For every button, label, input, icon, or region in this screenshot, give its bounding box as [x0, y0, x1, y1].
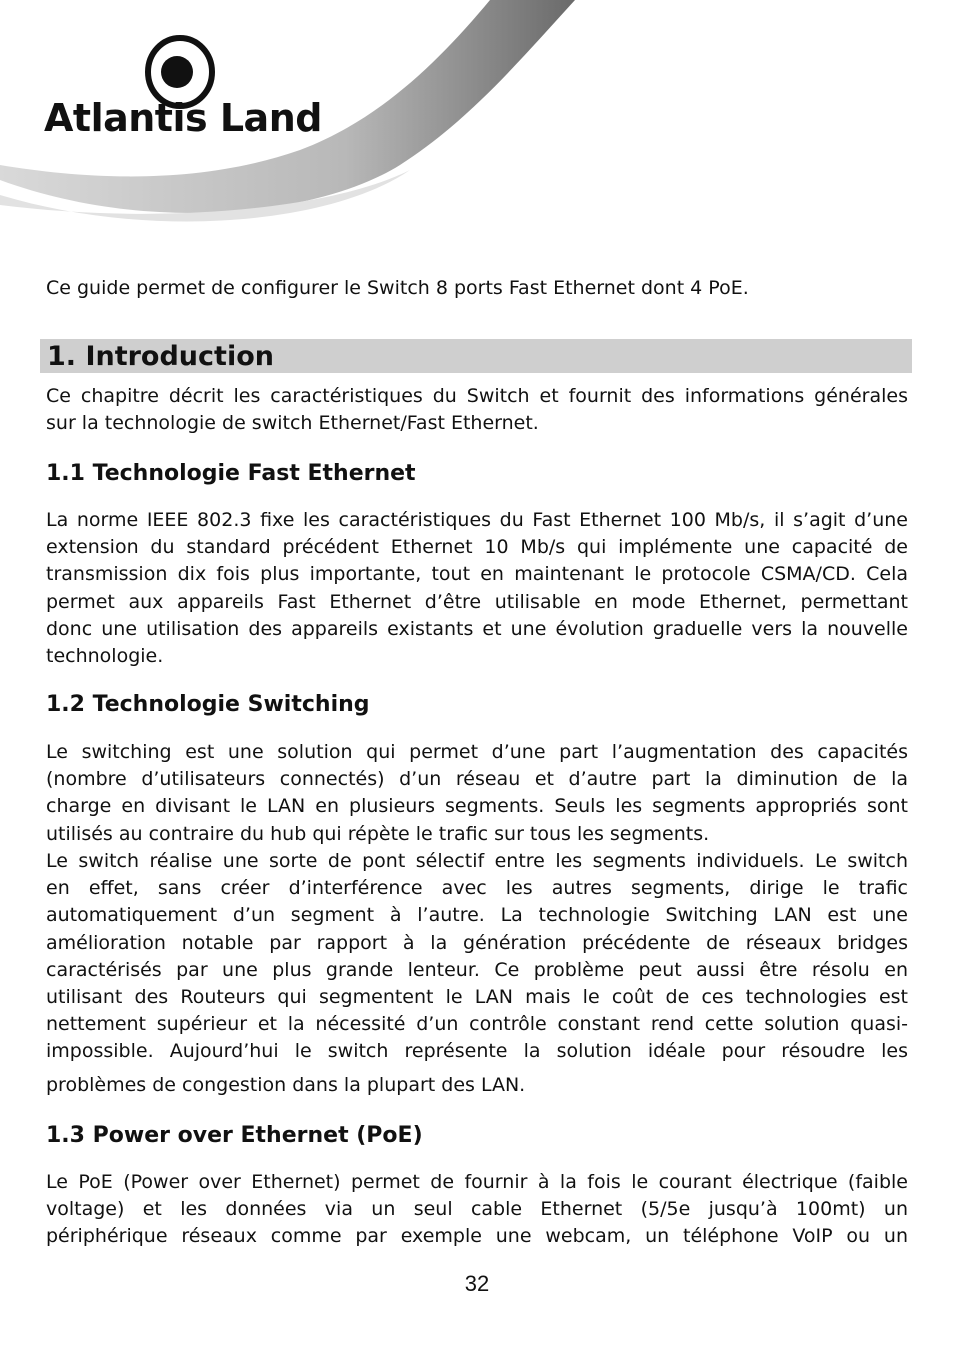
- text-line: donc une utilisation des appareils existants et une évolution graduelle vers la nouvelle: [46, 617, 908, 640]
- text-line: périphérique réseaux comme par exemple une webcam, un téléphone VoIP ou un: [46, 1225, 908, 1248]
- section-1-2-title: 1.2 Technologie Switching: [46, 692, 370, 717]
- text-line: permet aux appareils Fast Ethernet d’être utilisable en mode Ethernet, permettant: [46, 590, 908, 613]
- text-line: en effet, sans créer d’interférence avec les autres segments, dirige le trafic: [46, 877, 908, 900]
- text-line: problèmes de congestion dans la plupart des LAN.: [46, 1073, 526, 1096]
- text-line: Ce chapitre décrit les caractéristiques du Switch et fournit des informations générales: [46, 385, 908, 407]
- section-1-2-paragraph-1: [46, 739, 908, 848]
- section-1-title: 1. Introduction: [47, 341, 274, 372]
- text-line: Le switching est une solution qui permet d’une part l’augmentation des capacités: [46, 741, 908, 763]
- page-number: 32: [464, 1271, 490, 1296]
- section-1-3-title: 1.3 Power over Ethernet (PoE): [46, 1123, 423, 1148]
- text-line: caractérisés par une plus grande lenteur. Ce problème peut aussi être résolu en: [46, 958, 908, 981]
- text-line: nettement supérieur et la nécessité d’un contrôle constant rend cette solution quasi-: [46, 1013, 908, 1036]
- text-line: La norme IEEE 802.3 fixe les caractéristiques du Fast Ethernet 100 Mb/s, il s’agit d’une: [46, 509, 908, 531]
- section-1-1-paragraph: [46, 507, 908, 670]
- text-line: voltage) et les données via un seul cable Ethernet (5/5e jusqu’à 100mt) un: [46, 1198, 908, 1221]
- intro-line: Ce guide permet de configurer le Switch 8 ports Fast Ethernet dont 4 PoE.: [46, 277, 749, 299]
- text-line: charge en divisant le LAN en plusieurs segments. Seuls les segments appropriés sont: [46, 795, 908, 818]
- section-1-3-paragraph: [46, 1169, 908, 1251]
- text-line: (nombre d’utilisateurs connectés) d’un réseau et d’autre part la diminution de la: [46, 768, 908, 791]
- text-line: impossible. Aujourd’hui le switch représente la solution idéale pour résoudre les: [46, 1040, 908, 1063]
- text-line: transmission dix fois plus importante, tout en maintenant le protocole CSMA/CD. Cela: [46, 563, 908, 586]
- text-line: Le PoE (Power over Ethernet) permet de fournir à la fois le courant électrique (faible: [46, 1171, 908, 1193]
- brand-name: Atlantis Land: [44, 96, 322, 140]
- text-line: sur la technologie de switch Ethernet/Fast Ethernet.: [46, 412, 539, 435]
- text-line: Le switch réalise une sorte de pont sélectif entre les segments individuels. Le switch: [46, 850, 908, 872]
- section-1-paragraph: [46, 383, 908, 437]
- text-line: automatiquement d’un segment à l’autre. La technologie Switching LAN est une: [46, 904, 908, 927]
- text-line: utilisant des Routeurs qui segmentent le LAN mais le coût de ces technologies est: [46, 986, 908, 1009]
- section-1-2-paragraph-2: [46, 848, 908, 1099]
- text-line: utilisés au contraire du hub qui répète le trafic sur tous les segments.: [46, 822, 710, 845]
- section-1-1-title: 1.1 Technologie Fast Ethernet: [46, 461, 416, 486]
- text-line: amélioration notable par rapport à la génération précédente de réseaux bridges: [46, 931, 908, 954]
- text-line: extension du standard précédent Ethernet 10 Mb/s qui implémente une capacité de: [46, 536, 908, 559]
- text-line: technologie.: [46, 645, 164, 668]
